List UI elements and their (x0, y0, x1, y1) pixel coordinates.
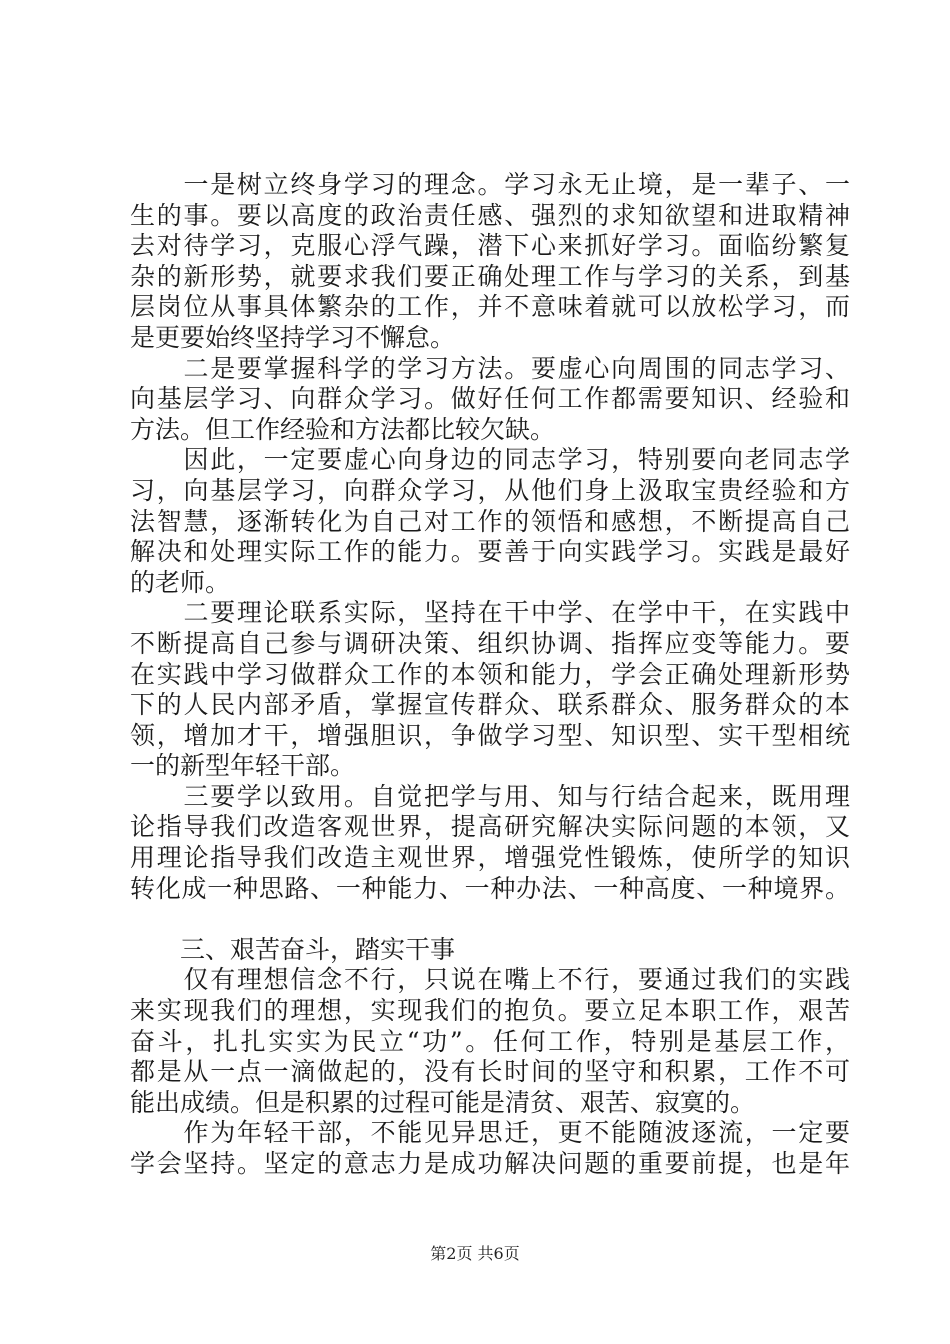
text-line: 二要理论联系实际，坚持在干中学、在学中干，在实践中 (130, 598, 850, 628)
text-line: 在实践中学习做群众工作的本领和能力，学会正确处理新形势 (130, 659, 850, 689)
text-line: 转化成一种思路、一种能力、一种办法、一种高度、一种境界。 (130, 873, 850, 903)
text-line: 领，增加才干，增强胆识，争做学习型、知识型、实干型相统 (130, 720, 850, 750)
text-line: 下的人民内部矛盾，掌握宣传群众、联系群众、服务群众的本 (130, 690, 850, 720)
blank-line (130, 904, 850, 935)
text-line: 论指导我们改造客观世界，提高研究解决实际问题的本领，又 (130, 812, 850, 842)
text-line: 解决和处理实际工作的能力。要善于向实践学习。实践是最好 (130, 537, 850, 567)
text-line: 奋斗，扎扎实实为民立“功”。任何工作，特别是基层工作， (130, 1026, 850, 1056)
text-line: 向基层学习、向群众学习。做好任何工作都需要知识、经验和 (130, 384, 850, 414)
text-line: 三要学以致用。自觉把学与用、知与行结合起来，既用理 (130, 781, 850, 811)
text-line: 层岗位从事具体繁杂的工作，并不意味着就可以放松学习，而 (130, 292, 850, 322)
text-line: 三、艰苦奋斗，踏实干事 (130, 934, 456, 964)
text-line: 杂的新形势，就要求我们要正确处理工作与学习的关系，到基 (130, 261, 850, 291)
text-line: 法智慧，逐渐转化为自己对工作的领悟和感想，不断提高自己 (130, 506, 850, 536)
text-line: 用理论指导我们改造主观世界，增强党性锻炼，使所学的知识 (130, 843, 850, 873)
text-line: 作为年轻干部，不能见异思迁，更不能随波逐流，一定要 (130, 1118, 850, 1148)
text-line: 一是树立终身学习的理念。学习永无止境，是一辈子、一 (130, 170, 850, 199)
text-line: 的老师。 (130, 567, 231, 597)
page-number-footer: 第2页 共6页 (430, 1244, 520, 1263)
text-line: 来实现我们的理想，实现我们的抱负。要立足本职工作，艰苦 (130, 996, 850, 1026)
text-line: 方法。但工作经验和方法都比较欠缺。 (130, 414, 556, 444)
text-line: 学会坚持。坚定的意志力是成功解决问题的重要前提，也是年 (130, 1149, 850, 1178)
text-line: 习，向基层学习，向群众学习，从他们身上汲取宝贵经验和方 (130, 475, 850, 505)
text-line: 是更要始终坚持学习不懈怠。 (130, 322, 456, 352)
text-line: 不断提高自己参与调研决策、组织协调、指挥应变等能力。要 (130, 628, 850, 658)
text-line: 生的事。要以高度的政治责任感、强烈的求知欲望和进取精神 (130, 200, 850, 230)
document-body (130, 170, 850, 1180)
text-line: 都是从一点一滴做起的，没有长时间的坚守和积累，工作不可 (130, 1057, 850, 1087)
text-line: 去对待学习，克服心浮气躁，潜下心来抓好学习。面临纷繁复 (130, 231, 850, 261)
text-line: 一的新型年轻干部。 (130, 751, 356, 781)
text-line: 因此，一定要虚心向身边的同志学习，特别要向老同志学 (130, 445, 850, 475)
text-line: 仅有理想信念不行，只说在嘴上不行，要通过我们的实践 (130, 965, 850, 995)
text-line: 二是要掌握科学的学习方法。要虚心向周围的同志学习、 (130, 353, 850, 383)
text-line: 能出成绩。但是积累的过程可能是清贫、艰苦、寂寞的。 (130, 1087, 756, 1117)
